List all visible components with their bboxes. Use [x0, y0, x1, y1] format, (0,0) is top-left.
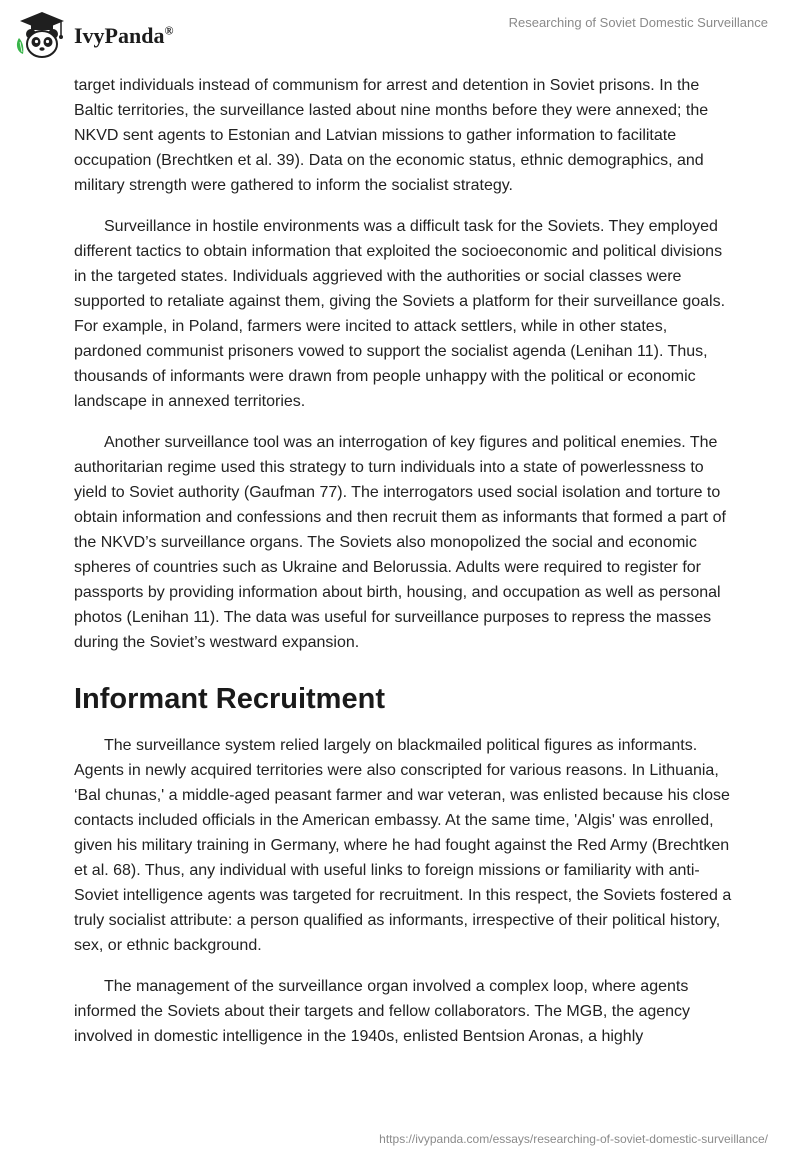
panda-graduate-icon: [14, 10, 70, 60]
paragraph: Surveillance in hostile environments was a difficult task for the Soviets. They employed different tactics to obtain information that exploited the socioeconomic and political divisions in the targeted states. Individuals aggrieved with the authorities or social classes were supported to retaliate against them, giving the Soviets a platform for their surveillance goals. For example, in Poland, farmers were incited to attack settlers, while in other states, pardoned communist prisoners vowed to support the socialist agenda (Lenihan 11). Thus, thousands of informants were drawn from people unhappy with the political or economic landscape in annexed territories.: [74, 218, 726, 410]
paragraph: Another surveillance tool was an interrogation of key figures and political enemies. The authoritarian regime used this strategy to turn individuals into a state of powerlessness to yield to Soviet authority (Gaufman 77). The interrogators used social isolation and torture to obtain information and confessions and then recruit them as informants that formed a part of the NKVD’s surveillance organs. The Soviets also monopolized the social and economic spheres of countries such as Ukraine and Belorussia. Adults were required to register for passports by providing information about birth, housing, and occupation as well as personal photos (Lenihan 11). The data was useful for surveillance purposes to repress the masses during the Soviet’s westward expansion.: [74, 434, 726, 651]
paragraph: The management of the surveillance organ involved a complex loop, where agents informed the Soviets about their targets and fellow collaborators. The MGB, the agency involved in domestic intelligence in the 1940s, enlisted Bentsion Aronas, a highly: [74, 978, 691, 1045]
section-heading: Informant Recruitment: [74, 683, 385, 715]
paragraph: target individuals instead of communism for arrest and detention in Soviet prisons. In the Baltic territories, the surveillance lasted about nine months before they were annexed; the NKVD sent agents to Estonian and Latvian missions to gather information to facilitate occupation (Brechtken et al. 39). Data on the economic status, ethnic demographics, and military strength were gathered to inform the socialist strategy.: [74, 77, 709, 194]
registered-mark: ®: [164, 23, 174, 38]
source-url[interactable]: https://ivypanda.com/essays/researching-of-soviet-domestic-surveillance/: [379, 1132, 768, 1146]
paragraph: The surveillance system relied largely on blackmailed political figures as informants. Agents in newly acquired territories were also conscripted for various reasons. In Lithuania, ‘Bal chunas,' a middle-aged peasant farmer and war veteran, was enlisted because his close contacts included officials in the American embassy. At the same time, 'Algis' was enrolled, given his military training in Germany, where he had fought against the Red Army (Brechtken et al. 68). Thus, any individual with useful links to foreign missions or familiarity with anti-Soviet intelligence agents was targeted for recruitment. In this respect, the Soviets fostered a truly socialist attribute: a person qualified as informants, irrespective of their political history, sex, or ethnic background.: [74, 737, 732, 954]
essay-content: [74, 70, 734, 1049]
ivypanda-logo[interactable]: [14, 10, 173, 60]
logo-wordmark: IvyPanda®: [74, 23, 174, 48]
document-title: Researching of Soviet Domestic Surveillance: [508, 15, 768, 30]
page-header: [0, 0, 800, 70]
